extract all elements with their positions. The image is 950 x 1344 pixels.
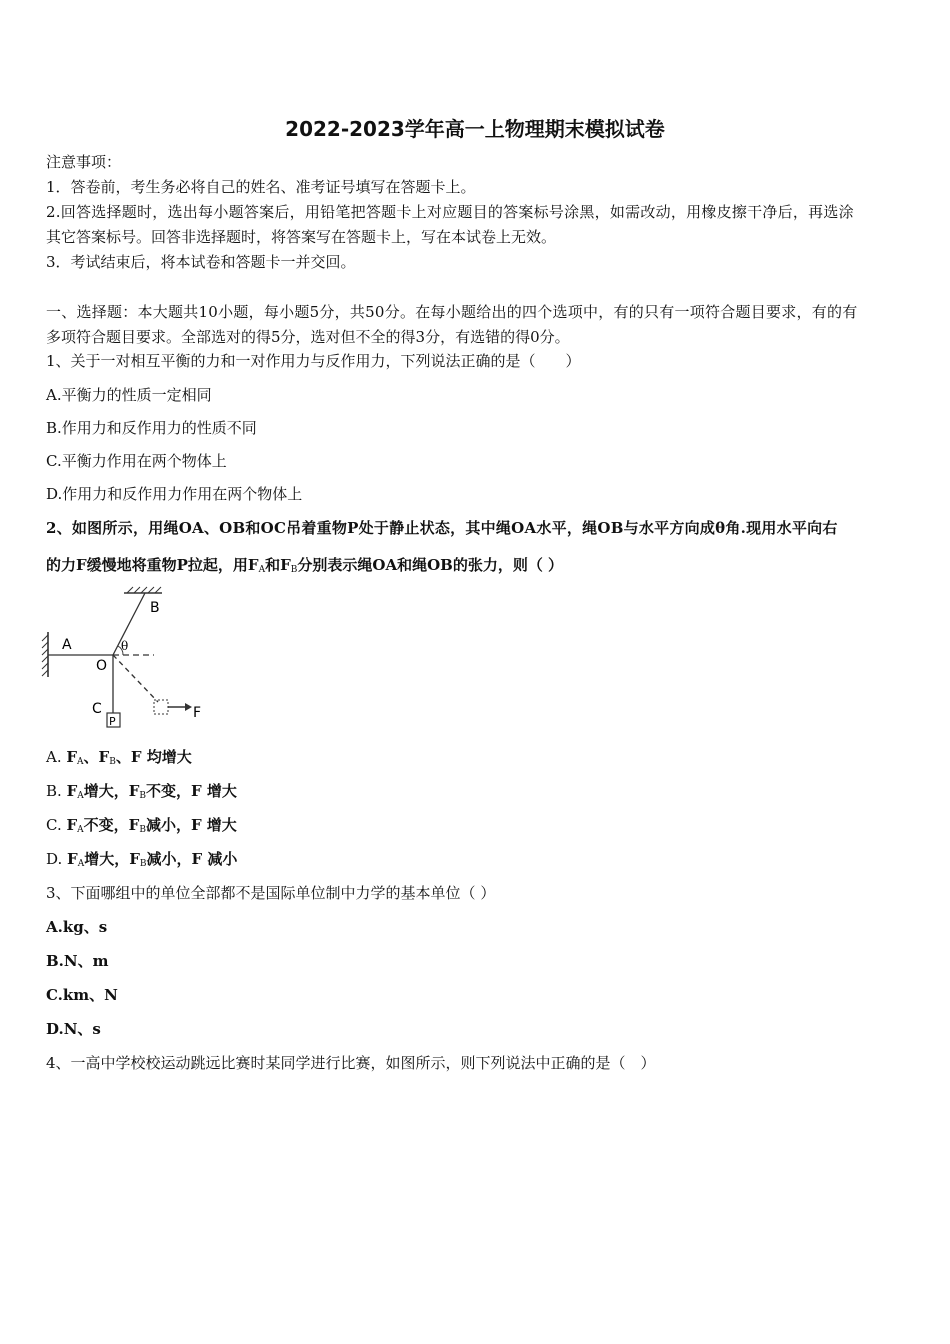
q1-option-b: B.作用力和反作用力的性质不同: [46, 419, 257, 437]
page-title: 2022-2023学年高一上物理期末模拟试卷: [285, 117, 665, 141]
q2-option-d: D. $F_A$增大，$F_B$减小，F 减小: [46, 850, 238, 869]
q3-stem: 3、下面哪组中的单位全部都不是国际单位制中力学的基本单位（ ）: [46, 884, 496, 902]
label-p: P: [109, 715, 116, 728]
q1-stem: 1、关于一对相互平衡的力和一对作用力与反作用力，下列说法正确的是（ ）: [46, 352, 581, 370]
notice-heading: 注意事项：: [46, 153, 122, 171]
notice-item-3: 3．考试结束后，将本试卷和答题卡一并交回。: [46, 253, 356, 271]
q2-stem-line-1: 2、如图所示，用绳OA、OB和OC吊着重物P处于静止状态，其中绳OA水平，绳OB与水平方向成θ角.现用水平向右: [46, 519, 838, 537]
label-a: A: [62, 637, 72, 653]
q2-option-c: C. $F_A$不变，$F_B$减小，F 增大: [46, 816, 237, 835]
label-theta: θ: [121, 639, 129, 653]
q1-option-c: C.平衡力作用在两个物体上: [46, 452, 227, 470]
q2-stem-line-2: 的力F缓慢地将重物P拉起，用$F_A$和$F_B$分别表示绳OA和绳OB的张力，则（ ）: [46, 556, 564, 575]
q2-option-b: B. $F_A$增大，$F_B$不变，F 增大: [46, 782, 237, 801]
notice-item-2-cont: 其它答案标号。回答非选择题时，将答案写在答题卡上，写在本试卷上无效。: [46, 228, 557, 246]
label-o: O: [96, 658, 108, 674]
section-intro-line-2: 多项符合题目要求。全部选对的得5分，选对但不全的得3分，有选错的得0分。: [46, 328, 570, 346]
q3-option-d: D.N、s: [46, 1020, 101, 1038]
label-f: F: [193, 705, 202, 721]
rope-diagram: [40, 585, 220, 733]
notice-item-1: 1．答卷前，考生务必将自己的姓名、准考证号填写在答题卡上。: [46, 178, 476, 196]
q3-option-c: C.km、N: [46, 986, 118, 1004]
q1-option-a: A.平衡力的性质一定相同: [46, 386, 212, 404]
label-b: B: [150, 600, 160, 616]
q3-option-b: B.N、m: [46, 952, 109, 970]
section-intro-line-1: 一、选择题：本大题共10小题，每小题5分，共50分。在每小题给出的四个选项中，有的只有一项符合题目要求，有的有: [46, 303, 858, 321]
notice-item-2: 2.回答选择题时，选出每小题答案后，用铅笔把答题卡上对应题目的答案标号涂黑，如需改动，用橡皮擦干净后，再选涂: [46, 203, 854, 221]
q4-stem: 4、一高中学校校运动跳远比赛时某同学进行比赛，如图所示，则下列说法中正确的是（ ）: [46, 1054, 656, 1072]
q1-option-d: D.作用力和反作用力作用在两个物体上: [46, 485, 303, 503]
label-c: C: [92, 701, 102, 717]
q2-option-a: A. $F_A$、$F_B$、F 均增大: [46, 748, 192, 767]
q3-option-a: A.kg、s: [46, 918, 108, 936]
